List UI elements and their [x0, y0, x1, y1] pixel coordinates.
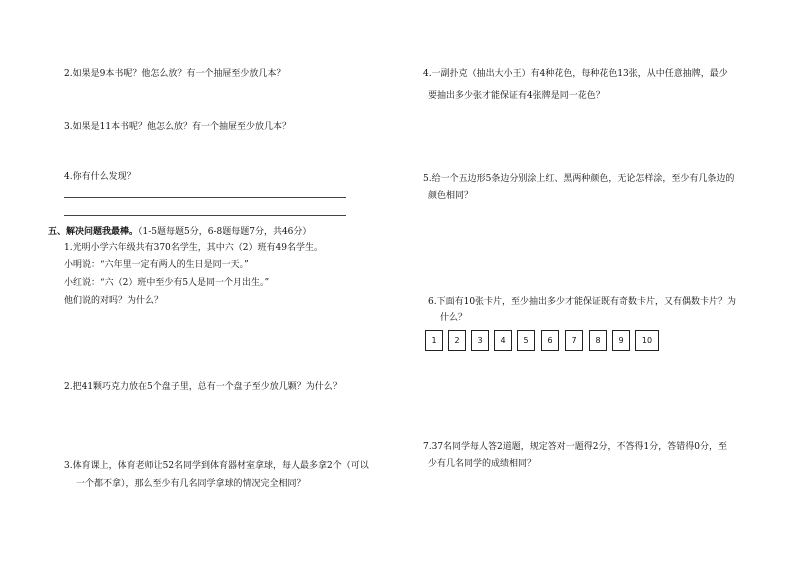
problem-1-line-2: 小明说：“六年里一定有两人的生日是同一天。” — [64, 260, 249, 270]
number-card: 8 — [589, 330, 607, 351]
answer-line-1 — [64, 197, 346, 198]
number-card: 9 — [612, 330, 630, 351]
problem-7-line-2: 少有几名同学的成绩相同？ — [428, 459, 537, 469]
problem-6-line-2: 什么？ — [440, 313, 468, 323]
problem-4-line-2: 要抽出多少张才能保证有4张牌是同一花色？ — [428, 91, 605, 101]
section-5-heading — [48, 226, 311, 238]
number-card: 5 — [517, 330, 535, 351]
problem-1-line-4: 他们说的对吗？为什么？ — [64, 296, 164, 306]
problem-5-line-2: 颜色相同？ — [428, 191, 474, 201]
problem-1-line-3: 小红说：“六（2）班中至少有5人是同一个月出生。” — [64, 278, 270, 288]
problem-5-line-1: 5.给一个五边形5条边分别涂上红、黑两种颜色，无论怎样涂，至少有几条边的 — [423, 174, 735, 184]
number-card: 4 — [494, 330, 512, 351]
problem-6-line-1: 6.下面有10张卡片，至少抽出多少才能保证既有奇数卡片，又有偶数卡片？为 — [428, 297, 737, 307]
number-card: 7 — [565, 330, 583, 351]
question-4-text: 4.你有什么发现？ — [64, 172, 136, 182]
number-card: 2 — [448, 330, 466, 351]
question-2-text: 2.如果是9本书呢？他怎么放？有一个抽屉至少放几本？ — [64, 69, 286, 79]
number-card: 3 — [471, 330, 489, 351]
problem-4-line-1: 4.一副扑克（抽出大小王）有4种花色，每种花色13张，从中任意抽牌，最少 — [423, 69, 728, 79]
answer-line-2 — [64, 215, 346, 216]
number-card: 1 — [425, 330, 443, 351]
problem-1-line-1: 1.光明小学六年级共有370名学生，其中六（2）班有49名学生。 — [64, 243, 323, 253]
section-5-scoring-note: （1-5题每题5分，6-8题每题7分，共46分） — [138, 227, 312, 237]
question-3-text: 3.如果是11本书呢？他怎么放？有一个抽屉至少放几本？ — [64, 122, 292, 132]
number-card: 6 — [541, 330, 559, 351]
section-5-title: 五、解决问题我最棒。 — [48, 227, 139, 237]
problem-7-line-1: 7.37名同学每人答2道题，规定答对一题得2分，不答得1分，答错得0分，至 — [423, 442, 727, 452]
problem-3-line-1: 3.体育课上，体育老师让52名同学到体育器材室拿球，每人最多拿2个（可以 — [64, 461, 369, 471]
problem-3-line-2: 一个都不拿），那么至少有几名同学拿球的情况完全相同？ — [76, 479, 306, 489]
problem-2-text: 2.把41颗巧克力放在5个盘子里，总有一个盘子至少放几颗？为什么？ — [64, 382, 342, 392]
number-card: 10 — [635, 330, 659, 351]
